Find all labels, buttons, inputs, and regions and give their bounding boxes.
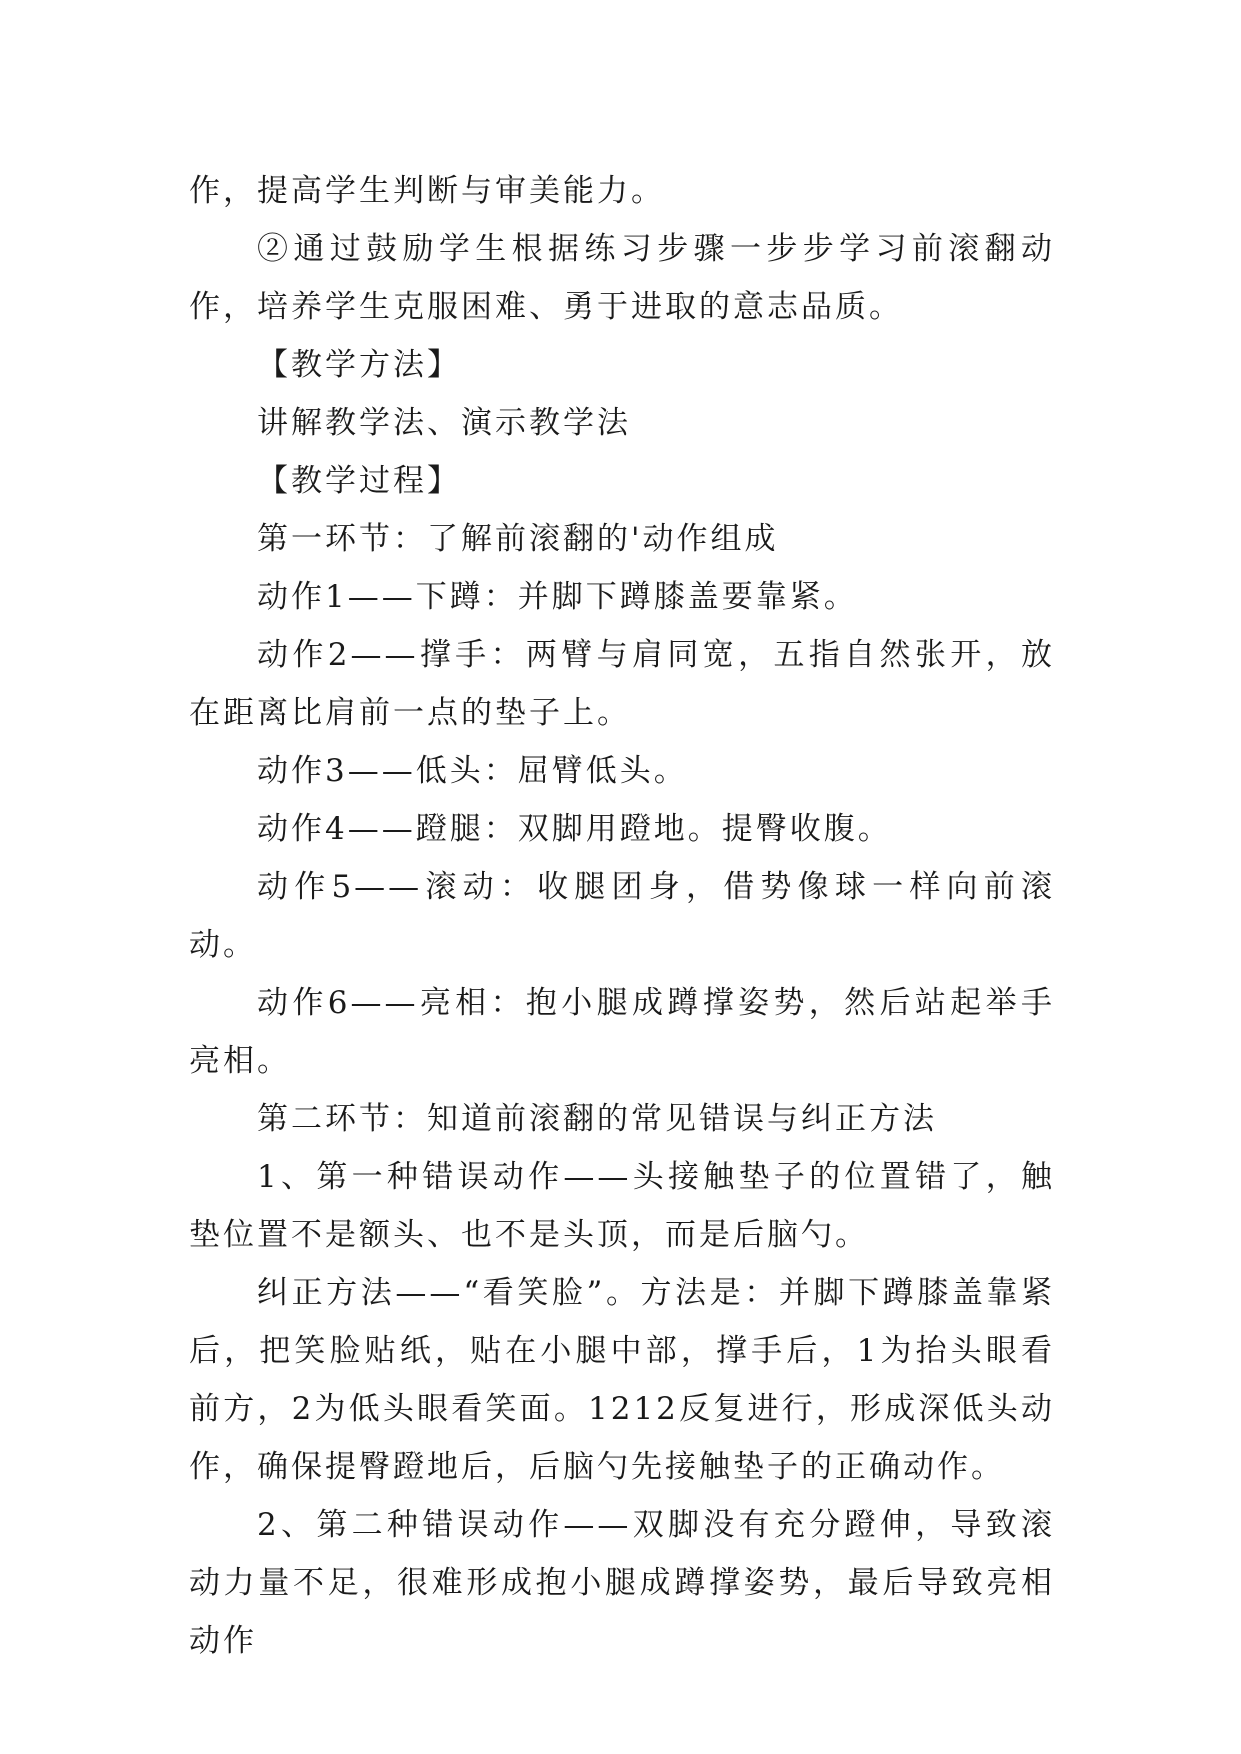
paragraph-teaching-method: 讲解教学法、演示教学法	[257, 405, 631, 441]
paragraph-action-5: 动作5——滚动：收腿团身，借势像球一样向前滚动。	[189, 869, 1055, 963]
paragraph-continuation: 作，提高学生判断与审美能力。	[189, 173, 665, 209]
section-heading-teaching-process: 【教学过程】	[257, 463, 461, 499]
paragraph-stage-1-title: 第一环节：了解前滚翻的'动作组成	[257, 521, 779, 557]
section-heading-teaching-method: 【教学方法】	[257, 347, 461, 383]
paragraph-goal-2: ②通过鼓励学生根据练习步骤一步步学习前滚翻动作，培养学生克服困难、勇于进取的意志品质。	[189, 231, 1055, 325]
paragraph-action-6: 动作6——亮相：抱小腿成蹲撑姿势，然后站起举手亮相。	[189, 985, 1055, 1079]
paragraph-action-2: 动作2——撑手：两臂与肩同宽，五指自然张开，放在距离比肩前一点的垫子上。	[189, 637, 1055, 731]
paragraph-action-4: 动作4——蹬腿：双脚用蹬地。提臀收腹。	[257, 811, 892, 847]
document-body	[189, 162, 1055, 1670]
paragraph-stage-2-title: 第二环节：知道前滚翻的常见错误与纠正方法	[257, 1101, 937, 1137]
paragraph-correction-1: 纠正方法——“看笑脸”。方法是：并脚下蹲膝盖靠紧后，把笑脸贴纸，贴在小腿中部，撑手后，1为抬头眼看前方，2为低头眼看笑面。1212反复进行，形成深低头动作，确保提臀蹬地后，后脑勺先接触垫子的正确动作。	[189, 1275, 1055, 1485]
paragraph-action-3: 动作3——低头：屈臂低头。	[257, 753, 688, 789]
paragraph-error-2: 2、第二种错误动作——双脚没有充分蹬伸，导致滚动力量不足，很难形成抱小腿成蹲撑姿势，最后导致亮相动作	[189, 1507, 1055, 1659]
paragraph-action-1: 动作1——下蹲：并脚下蹲膝盖要靠紧。	[257, 579, 858, 615]
paragraph-error-1: 1、第一种错误动作——头接触垫子的位置错了，触垫位置不是额头、也不是头顶，而是后脑勺。	[189, 1159, 1055, 1253]
